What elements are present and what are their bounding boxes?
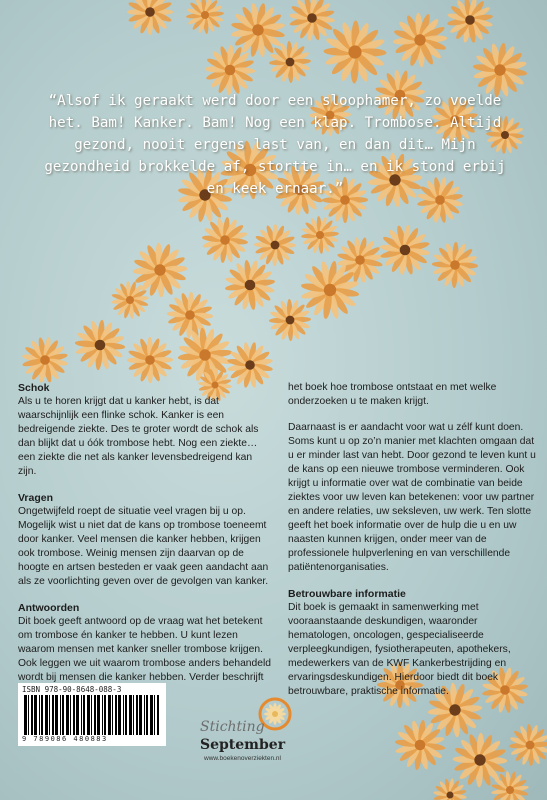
section-text-antwoorden: Dit boek geeft antwoord op de vraag wat het betekent om trombose én kanker te hebben. U kunt lezen waarom mensen met kanker sneller trombose krijgen. Ook leggen we uit waarom trombose anders behandeld wordt bij mensen die kanker hebben. Verder beschrijft xyxy=(18,616,271,683)
flower xyxy=(186,0,224,34)
flower xyxy=(167,292,214,339)
flower xyxy=(323,20,386,83)
flower xyxy=(453,733,508,788)
flower xyxy=(127,0,173,35)
section-text-schok: Als u te horen krijgt dat u kanker hebt, is dat waarschijnlijk een flinke schok. Kanker is een bedreigende ziekte. Des te groter wordt de schok als dan blijkt dat u óók trombose hebt. Nog een ziekte… een ziekte die net als kanker levensbedreigend kan zijn. xyxy=(18,396,259,477)
isbn-barcode xyxy=(18,683,166,746)
section-text-zelf: Daarnaast is er aandacht voor wat u zélf kunt doen. Soms kunt u op zo’n manier met klachten omgaan dat u er minder last van hebt. Door gezond te leven kunt u de kans op een nieuwe trombose verminderen. Ook krijgt u informatie over wat de combinatie van beide ziektes voor uw leven kan betekenen: voor uw partner en andere relaties, uw seksleven, uw werk. Ten slotte geeft het boek informatie over de hulp die u en uw naasten kunnen krijgen, onder meer van de professionele hulpverlening en van verschillende patiëntenorganisaties. xyxy=(288,422,536,573)
section-heading-betrouwbare: Betrouwbare informatie xyxy=(288,588,406,600)
left-column xyxy=(18,381,272,697)
section-text-continued: het boek hoe trombose ontstaat en met welke onderzoeken u te maken krijgt. xyxy=(288,382,497,407)
flower xyxy=(432,242,478,288)
barcode-bars xyxy=(22,695,162,735)
flower xyxy=(509,724,547,766)
isbn-number: ISBN 978-90-8648-088-3 xyxy=(22,685,122,694)
flower xyxy=(127,337,173,383)
publisher-name-line2: September xyxy=(200,737,286,753)
flower xyxy=(254,224,296,266)
flower xyxy=(22,337,68,383)
flower xyxy=(301,216,339,254)
flower xyxy=(75,320,126,371)
right-column xyxy=(288,381,538,711)
cover-quote: “Alsof ik geraakt werd door een sloophamer, zo voelde het. Bam! Kanker. Bam! Nog een klap. Trombose. Altijd gezond, nooit ergens last van, en dan dit… Mijn gezondheid brokkelde af, stortte in… en ik stond erbij en keek ernaar.” xyxy=(44,93,506,197)
flower xyxy=(380,225,431,276)
flower xyxy=(269,299,311,341)
section-heading-antwoorden: Antwoorden xyxy=(18,602,80,614)
section-heading-vragen: Vragen xyxy=(18,492,54,504)
section-heading-schok: Schok xyxy=(18,382,50,394)
flower xyxy=(447,0,493,43)
flower xyxy=(392,12,447,67)
flower xyxy=(225,260,276,311)
flower xyxy=(289,0,336,41)
publisher-url: www.boekenoverziekten.nl xyxy=(204,755,281,762)
flower xyxy=(205,45,256,96)
flower xyxy=(269,41,311,83)
publisher-name-line1: Stichting xyxy=(200,719,265,735)
barcode-number: 9 789086 480883 xyxy=(22,735,108,743)
section-text-betrouwbare: Dit boek is gemaakt in samenwerking met vooraanstaande deskundigen, waaronder hematologen, oncologen, gespecialiseerde verpleegkundigen, fysiotherapeuten, apothekers, medewerkers van de KWF Kankerbestrijding en ervaringsdeskundigen. Hierdoor biedt dit boek betrouwbare, praktische informatie. xyxy=(288,602,511,697)
flower xyxy=(433,778,467,800)
section-text-vragen: Ongetwijfeld roept de situatie veel vragen bij u op. Mogelijk wist u niet dat de kans op trombose toeneemt door kanker. Veel mensen die kanker hebben, krijgen ook trombose. Weinig mensen zijn daarvan op de hoogte en artsen besteden er vaak geen aandacht aan als ze voorlichting geven over de gevolgen van kanker. xyxy=(18,506,269,587)
flower xyxy=(202,217,249,264)
